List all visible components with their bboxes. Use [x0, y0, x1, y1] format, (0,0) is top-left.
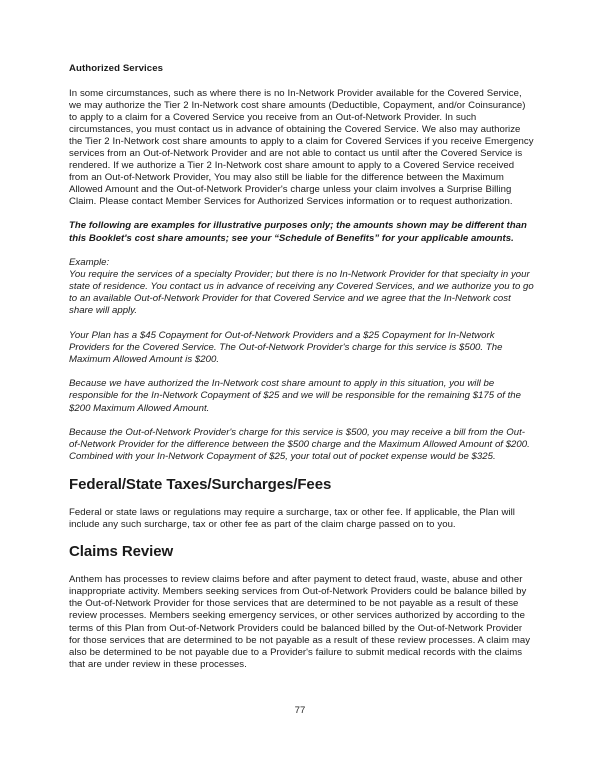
paragraph-illustrative-notice: The following are examples for illustrative purposes only; the amounts shown may be different than this Booklet's cost share amounts; see your “Schedule of Benefits” for your applicable amounts.: [69, 220, 527, 244]
paragraph-claims-review: Anthem has processes to review claims before and after payment to detect fraud, waste, abuse and other inappropriate activity. Members seeking services from Out-of-Network Providers could be balance billed by the Out-of-Network Provider for those services that are determined to be not payable as a result of these review processes. Members seeking emergency services, or other services authorized by according to the terms of this Plan from Out-of-Network Providers could be balanced billed by the Out-of-Network Provider for those services that are determined to be not payable as a result of these review processes. A claim may also be determined to be not payable due to a Provider's failure to submit medical records with the claims that are under review in these processes.: [69, 574, 531, 670]
paragraph-federal-state-taxes: Federal or state laws or regulations may require a surcharge, tax or other fee. If applicable, the Plan will include any such surcharge, tax or other fee as part of the claim charge passed on to you.: [69, 506, 515, 530]
paragraph-example-cost-share: Because we have authorized the In-Network cost share amount to apply in this situation, you will be responsible for the In-Network Copayment of $25 and we will be responsible for the remaining $175 of the $200 Maximum Allowed Amount.: [69, 378, 522, 414]
section-claims-review: [69, 543, 534, 670]
paragraph-example-scenario: You require the services of a specialty Provider; but there is no In-Network Provider for that specialty in your state of residence. You contact us in advance of receiving any Covered Services, and we authorize you to go to an available Out-of-Network Provider for that Covered Service and we agree that the In-Network cost share will apply.: [69, 269, 534, 317]
paragraph-example-plan-copayments: Your Plan has a $45 Copayment for Out-of-Network Providers and a $25 Copayment for In-Network Providers for the Covered Service. The Out-of-Network Provider's charge for this service is $500. The Maximum Allowed Amount is $200.: [69, 329, 503, 365]
page-content: [69, 63, 534, 683]
section-federal-state-taxes: [69, 476, 534, 531]
paragraph-example-label: Example:: [69, 257, 110, 269]
paragraph-example-balance-bill: Because the Out-of-Network Provider's charge for this service is $500, you may receive a bill from the Out-of-Network Provider for the difference between the $500 charge and the Maximum Allowed Amount of $200. Combined with your In-Network Copayment of $25, your total out of pocket expense would be $325.: [69, 427, 530, 463]
section-authorized-services: [69, 63, 534, 463]
section-heading-federal-state-taxes: Federal/State Taxes/Surcharges/Fees: [69, 475, 332, 493]
paragraph-authorized-services-intro: In some circumstances, such as where there is no In-Network Provider available for the Covered Service, we may authorize the Tier 2 In-Network cost share amounts (Deductible, Copayment, and/or Coinsurance) to apply to a claim for a Covered Service you receive from an Out-of-Network Provider. In such circumstances, you must contact us in advance of obtaining the Covered Service. We also may authorize the Tier 2 In-Network cost share amounts to apply to a claim for Covered Services if you receive Emergency services from an Out-of-Network Provider and are not able to contact us until after the Covered Service is rendered. If we authorize a Tier 2 In-Network cost share amount to apply to a Covered Service received from an Out-of-Network Provider, You may also still be liable for the difference between the Maximum Allowed Amount and the Out-of-Network Provider's charge unless your claim involves a Surprise Billing Claim. Please contact Member Services for Authorized Services information or to request authorization.: [69, 87, 534, 207]
section-heading-claims-review: Claims Review: [69, 543, 174, 561]
section-title-authorized-services: Authorized Services: [69, 63, 164, 74]
page-number: 77: [294, 705, 306, 716]
